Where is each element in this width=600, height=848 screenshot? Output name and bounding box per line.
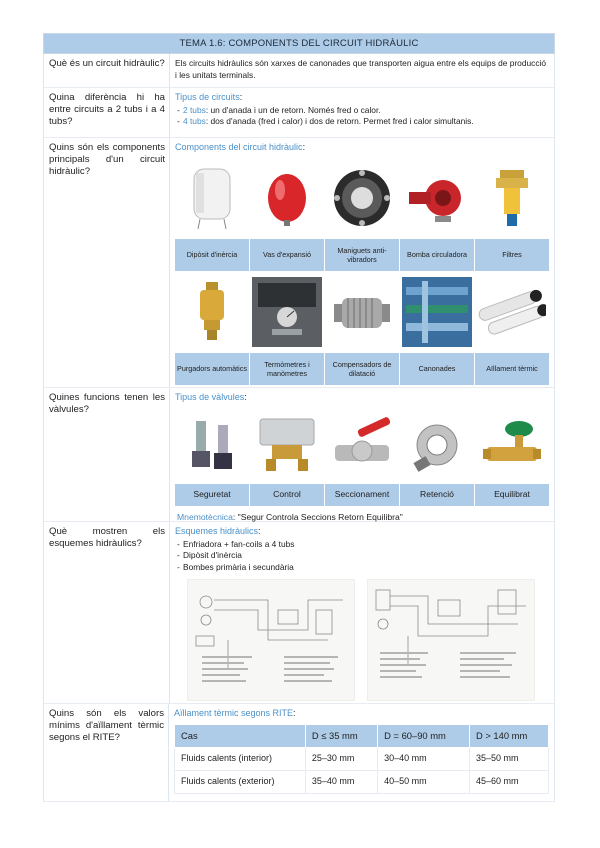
answer: Tipus de vàlvules: Seguretat Control Seccionament Retenció Equilibrat Mnemotècnica: "Segur Controla Seccions Retorn Equilibra" xyxy=(170,388,554,521)
component-card: Purgadors automàtics xyxy=(175,271,249,385)
row-what-is xyxy=(43,54,555,88)
row-components xyxy=(43,138,555,388)
row-circuit-types xyxy=(43,88,555,138)
answer: Aïllament tèrmic segons RITE: Cas D ≤ 35 mm D = 60–90 mm D > 140 mm Fluids calents (interior) 25–30 mm 30–40 mm 35–50 mm Fluids calents (exterior) 35–40 mm 40–50 mm 45–60 mm xyxy=(169,704,554,801)
insulation-table xyxy=(174,724,549,794)
ball-valve-icon xyxy=(325,406,399,484)
schematic-diagram xyxy=(187,579,355,701)
pump-icon xyxy=(400,157,474,239)
valve-card: Retenció xyxy=(400,406,474,506)
list-item: - Bombes primària i secundària xyxy=(175,562,549,574)
question: Quins són els valors mínims d'aïllament tèrmic segons el RITE? xyxy=(44,704,169,801)
table-cell: 45–60 mm xyxy=(469,770,548,793)
column-header: D ≤ 35 mm xyxy=(305,724,377,747)
filter-icon xyxy=(475,157,549,239)
table-cell: Fluids calents (interior) xyxy=(175,747,306,770)
table-cell: 30–40 mm xyxy=(378,747,470,770)
check-valve-icon xyxy=(400,406,474,484)
section-heading: Aïllament tèrmic segons RITE xyxy=(174,708,294,718)
question: Què mostren els esquemes hidràulics? xyxy=(44,522,170,703)
question: Què és un circuit hidràulic? xyxy=(44,54,170,87)
gauge-icon xyxy=(250,271,324,353)
compensator-icon xyxy=(325,271,399,353)
table-cell: 40–50 mm xyxy=(378,770,470,793)
row-insulation xyxy=(43,704,555,802)
component-card: Termòmetres i manòmetres xyxy=(250,271,324,385)
insulation-icon xyxy=(475,271,549,353)
answer: Components del circuit hidràulic: Dipòsit d'inèrcia Vas d'expansió Maniguets anti-vibradors Bomba circuladora Filtres Purgadors automàtics Termòmetres i manòmetres Compensadors de dilatació Canonades Aïllament tèrmic xyxy=(170,138,554,387)
list-item: - 4 tubs: dos d'anada (fred i calor) i dos de retorn. Permet fred i calor simultanis. xyxy=(175,116,549,128)
component-card: Compensadors de dilatació xyxy=(325,271,399,385)
row-valves xyxy=(43,388,555,522)
row-schematics xyxy=(43,522,555,704)
component-card: Dipòsit d'inèrcia xyxy=(175,157,249,271)
valve-card: Equilibrat xyxy=(475,406,549,506)
component-card: Filtres xyxy=(475,157,549,271)
schematic-diagram xyxy=(367,579,535,701)
question: Quins són els components principals d'un circuit hidràulic? xyxy=(44,138,170,387)
column-header: Cas xyxy=(175,724,306,747)
pipes-icon xyxy=(400,271,474,353)
page-title: TEMA 1.6: COMPONENTS DEL CIRCUIT HIDRÀULIC xyxy=(43,33,555,54)
table-cell: Fluids calents (exterior) xyxy=(175,770,306,793)
column-header: D = 60–90 mm xyxy=(378,724,470,747)
balancing-valve-icon xyxy=(475,406,549,484)
purger-icon xyxy=(175,271,249,353)
valves-grid xyxy=(175,406,549,506)
valve-card: Control xyxy=(250,406,324,506)
document-sheet xyxy=(43,33,555,802)
mnemonic: Mnemotècnica: "Segur Controla Seccions Retorn Equilibra" xyxy=(177,511,403,522)
valve-card: Seccionament xyxy=(325,406,399,506)
table-header-row xyxy=(175,724,549,747)
anti-vibration-icon xyxy=(325,157,399,239)
answer: Els circuits hidràulics són xarxes de canonades que transporten aigua entre els equips de producció i les unitats terminals. xyxy=(175,58,547,80)
components-grid xyxy=(175,157,549,385)
component-card: Maniguets anti-vibradors xyxy=(325,157,399,271)
component-card: Vas d'expansió xyxy=(250,157,324,271)
answer: Tipus de circuits: - 2 tubs: un d'anada i un de retorn. Només fred o calor. - 4 tubs: dos d'anada (fred i calor) i dos de retorn. Permet fred i calor simultanis. xyxy=(170,88,554,137)
table-row xyxy=(175,770,549,793)
deposit-icon xyxy=(175,157,249,239)
answer: Esquemes hidràulics: - Enfriadora + fan-coils a 4 tubs - Dipòsit d'inèrcia - Bombes primària i secundària xyxy=(170,522,554,703)
component-card: Aïllament tèrmic xyxy=(475,271,549,385)
control-valve-icon xyxy=(250,406,324,484)
section-heading: Tipus de circuits xyxy=(175,92,240,102)
question: Quines funcions tenen les vàlvules? xyxy=(44,388,170,521)
list-item: - 2 tubs: un d'anada i un de retorn. Només fred o calor. xyxy=(175,105,549,117)
question: Quina diferència hi ha entre circuits a 2 tubs i a 4 tubs? xyxy=(44,88,170,137)
expansion-vessel-icon xyxy=(250,157,324,239)
component-card: Bomba circuladora xyxy=(400,157,474,271)
table-cell: 25–30 mm xyxy=(305,747,377,770)
section-heading: Components del circuit hidràulic xyxy=(175,142,303,152)
list-item: - Dipòsit d'inèrcia xyxy=(175,550,549,562)
list-item: - Enfriadora + fan-coils a 4 tubs xyxy=(175,539,549,551)
section-heading: Tipus de vàlvules xyxy=(175,392,245,402)
table-row xyxy=(175,747,549,770)
safety-valve-icon xyxy=(175,406,249,484)
section-heading: Esquemes hidràulics xyxy=(175,526,259,536)
component-card: Canonades xyxy=(400,271,474,385)
valve-card: Seguretat xyxy=(175,406,249,506)
table-cell: 35–40 mm xyxy=(305,770,377,793)
column-header: D > 140 mm xyxy=(469,724,548,747)
table-cell: 35–50 mm xyxy=(469,747,548,770)
